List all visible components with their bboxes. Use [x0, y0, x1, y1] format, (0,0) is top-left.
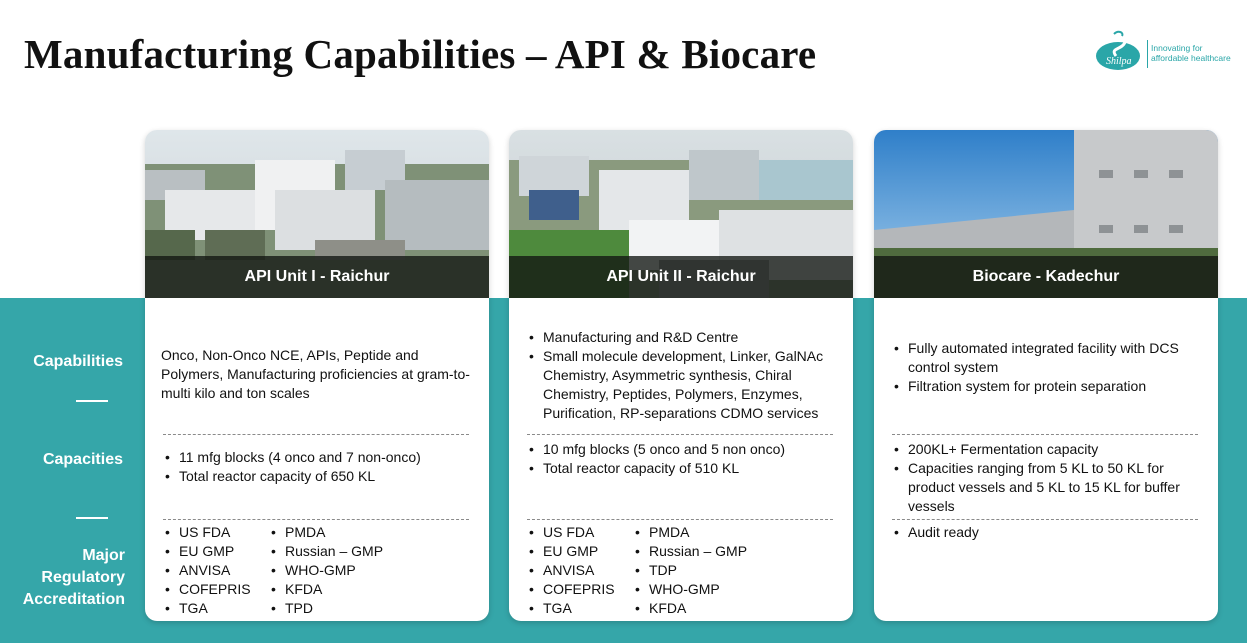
capabilities-section	[890, 339, 1210, 396]
capabilities-text: Onco, Non-Onco NCE, APIs, Peptide and Polymers, Manufacturing proficiencies at gram-to-multi kilo and ton scales	[161, 347, 470, 401]
accreditation-item: • KFDA	[267, 580, 407, 599]
accreditation-item: • US FDA	[161, 523, 267, 542]
capabilities-section	[525, 328, 845, 423]
accreditation-item: • TPD	[267, 599, 407, 618]
accreditation-item: • COFEPRIS	[525, 580, 631, 599]
section-divider	[892, 434, 1198, 435]
capabilities-section	[161, 346, 481, 403]
row-label-divider	[76, 517, 108, 519]
facility-card-biocare	[874, 130, 1218, 621]
capacities-section	[161, 448, 481, 486]
logo-tagline-line-2: affordable healthcare	[1151, 53, 1231, 63]
logo-brand-text: Shilpa	[1106, 56, 1132, 67]
accreditation-item: • EU GMP	[161, 542, 267, 561]
capability-item: • Fully automated integrated facility with DCS control system	[890, 339, 1210, 377]
accreditation-item: • PMDA	[267, 523, 407, 542]
accreditation-item: • Russian – GMP	[631, 542, 771, 561]
card-title: Biocare - Kadechur	[874, 256, 1218, 298]
accreditation-item: • PMDA	[631, 523, 771, 542]
capacity-item: • 11 mfg blocks (4 onco and 7 non-onco)	[161, 448, 481, 467]
accreditation-item: • ANVISA	[161, 561, 267, 580]
card-title: API Unit I - Raichur	[145, 256, 489, 298]
capacities-section	[525, 440, 845, 478]
capacity-item: • Total reactor capacity of 650 KL	[161, 467, 481, 486]
facility-photo-biocare	[874, 130, 1218, 298]
accreditation-item: • TDP	[631, 561, 771, 580]
facility-card-api-unit-2	[509, 130, 853, 621]
section-divider	[163, 519, 469, 520]
row-label-divider	[76, 400, 108, 402]
capacity-item: • Capacities ranging from 5 KL to 50 KL for product vessels and 5 KL to 15 KL for buffer vessels	[890, 459, 1210, 516]
row-label-accreditation-1: Major	[82, 547, 125, 564]
accreditation-item: • KFDA	[631, 599, 771, 618]
shilpa-logo-icon	[1094, 30, 1146, 72]
accreditation-section	[161, 523, 481, 618]
accreditation-item: • ANVISA	[525, 561, 631, 580]
page-title: Manufacturing Capabilities – API & Biocare	[24, 31, 817, 77]
accreditation-item: • WHO-GMP	[267, 561, 407, 580]
row-label-accreditation-2: Regulatory	[41, 569, 125, 586]
facility-photo-api-unit-2	[509, 130, 853, 298]
capacities-section	[890, 440, 1210, 516]
accreditation-item: • Audit ready	[890, 523, 1210, 542]
accreditation-item: • TGA	[161, 599, 267, 618]
accreditation-item: • Russian – GMP	[267, 542, 407, 561]
facility-photo-api-unit-1	[145, 130, 489, 298]
logo-tagline-line-1: Innovating for	[1151, 43, 1203, 53]
accreditation-section	[890, 523, 1210, 542]
row-label-capabilities: Capabilities	[33, 353, 123, 370]
logo-divider	[1147, 40, 1148, 68]
company-logo	[1094, 26, 1234, 74]
accreditation-section	[525, 523, 845, 618]
card-body	[874, 298, 1218, 621]
capability-item: • Manufacturing and R&D Centre	[525, 328, 845, 347]
capacity-item: • 200KL+ Fermentation capacity	[890, 440, 1210, 459]
logo-tagline	[1151, 43, 1231, 63]
card-body	[509, 298, 853, 621]
accreditation-item: • TGA	[525, 599, 631, 618]
section-divider	[892, 519, 1198, 520]
capability-item: • Small molecule development, Linker, GalNAc Chemistry, Asymmetric synthesis, Chiral Chemistry, Peptides, Polymers, Enzymes, Purification, RP-separations CDMO services	[525, 347, 845, 423]
row-label-accreditation-3: Accreditation	[22, 591, 125, 608]
facility-card-api-unit-1	[145, 130, 489, 621]
card-title: API Unit II - Raichur	[509, 256, 853, 298]
accreditation-item: • WHO-GMP	[631, 580, 771, 599]
section-divider	[527, 519, 833, 520]
accreditation-item: • COFEPRIS	[161, 580, 267, 599]
section-divider	[527, 434, 833, 435]
card-body	[145, 298, 489, 621]
accreditation-item: • US FDA	[525, 523, 631, 542]
capability-item: • Filtration system for protein separation	[890, 377, 1210, 396]
accreditation-item: • EU GMP	[525, 542, 631, 561]
capacity-item: • 10 mfg blocks (5 onco and 5 non onco)	[525, 440, 845, 459]
section-divider	[163, 434, 469, 435]
row-label-capacities: Capacities	[42, 451, 123, 468]
capacity-item: • Total reactor capacity of 510 KL	[525, 459, 845, 478]
